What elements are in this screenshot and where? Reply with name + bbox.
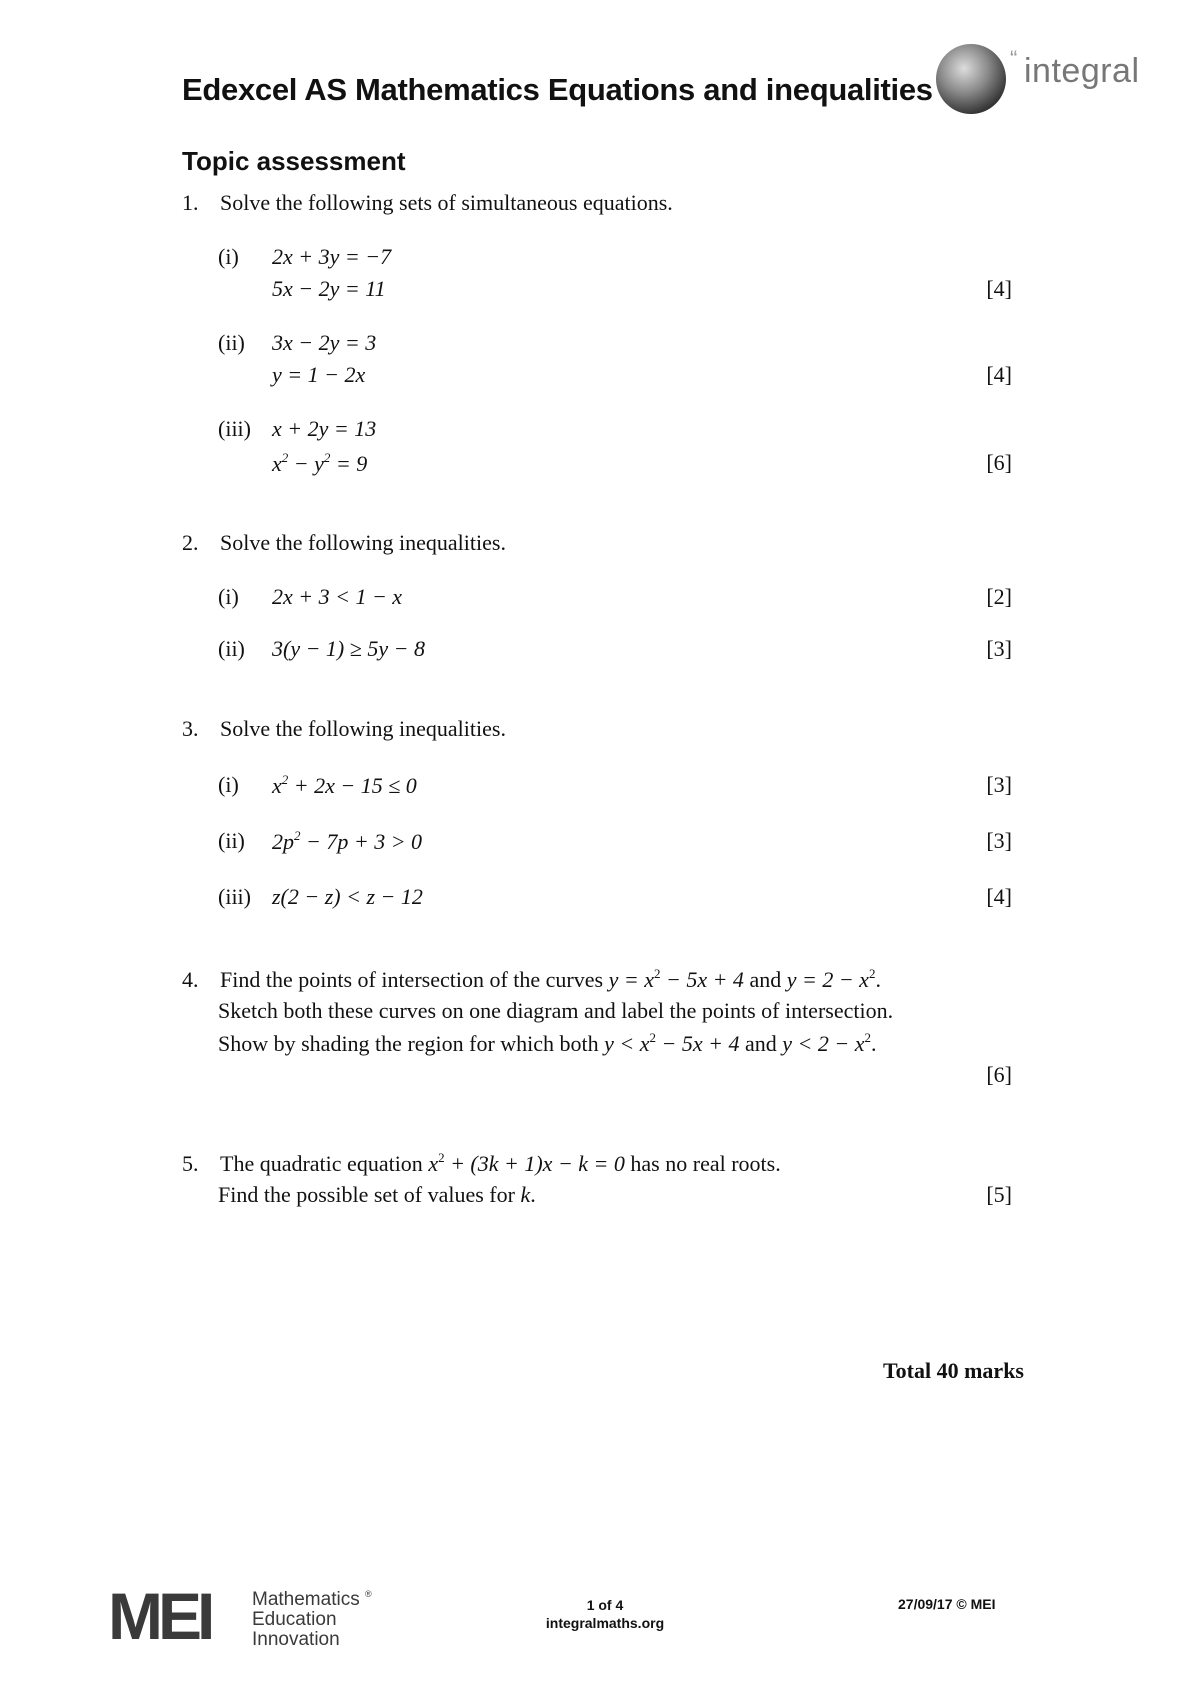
equation: $x^2 + 2x - 15 \le 0$ bbox=[272, 772, 417, 798]
marks: [5] bbox=[986, 1182, 1012, 1207]
equation: 2x + 3 < 1 − x bbox=[272, 584, 403, 609]
marks: [3] bbox=[986, 828, 1012, 853]
question-text: Solve the following inequalities. bbox=[220, 530, 506, 555]
equation: 3x − 2y = 3 bbox=[272, 330, 377, 355]
footer-date-copyright: 27/09/17 © MEI bbox=[898, 1596, 996, 1612]
question-text: Solve the following inequalities. bbox=[220, 716, 506, 741]
marks: [6] bbox=[986, 1062, 1012, 1087]
equation: z(2 − z) < z − 12 bbox=[272, 884, 423, 909]
question-3 bbox=[182, 716, 506, 742]
marks: [4] bbox=[986, 276, 1012, 301]
equation: $2p^2 - 7p + 3 > 0$ bbox=[272, 828, 423, 854]
question-text: Solve the following sets of simultaneous equations. bbox=[220, 190, 673, 215]
part-label: (i) bbox=[218, 772, 239, 797]
question-number: 3. bbox=[182, 716, 199, 741]
part-label: (i) bbox=[218, 244, 239, 269]
integral-logo-icon bbox=[936, 44, 1006, 114]
question-1 bbox=[182, 190, 673, 216]
equation: 2x + 3y = −7 bbox=[272, 244, 392, 269]
marks: [3] bbox=[986, 636, 1012, 661]
part-label: (iii) bbox=[218, 416, 251, 441]
total-marks: Total 40 marks bbox=[883, 1358, 1024, 1383]
section-heading: Topic assessment bbox=[182, 146, 406, 176]
question-text: Sketch both these curves on one diagram and label the points of intersection. bbox=[218, 998, 894, 1023]
part-label: (ii) bbox=[218, 828, 245, 853]
part-label: (i) bbox=[218, 584, 239, 609]
mei-logo-words: Mathematics ® Education Innovation bbox=[252, 1589, 372, 1650]
question-5: 5. The quadratic equation $x^2 + (3k + 1)x - k = 0$ has no real roots. bbox=[182, 1150, 781, 1176]
page-title: Edexcel AS Mathematics Equations and inequalities bbox=[182, 72, 933, 107]
marks: [6] bbox=[986, 450, 1012, 475]
footer-page-info bbox=[540, 1596, 670, 1632]
question-4: 4. Find the points of intersection of the curves $y = x^2 - 5x + 4$ and $y = 2 - x^2$. bbox=[182, 966, 881, 992]
question-text: Show by shading the region for which both $y < x^2 - 5x + 4$ and $y < 2 - x^2$. bbox=[218, 1030, 877, 1056]
question-number: 5. bbox=[182, 1151, 199, 1176]
question-2 bbox=[182, 530, 506, 556]
equation: y = 1 − 2x bbox=[272, 362, 366, 387]
equation: 5x − 2y = 11 bbox=[272, 276, 386, 301]
marks: [3] bbox=[986, 772, 1012, 797]
question-number: 1. bbox=[182, 190, 199, 215]
equation: $x^2 - y^2 = 9$ bbox=[272, 450, 368, 476]
mei-logo-mark: MEI bbox=[108, 1579, 211, 1653]
marks: [4] bbox=[986, 362, 1012, 387]
part-label: (iii) bbox=[218, 884, 251, 909]
part-label: (ii) bbox=[218, 330, 245, 355]
question-number: 2. bbox=[182, 530, 199, 555]
part-label: (ii) bbox=[218, 636, 245, 661]
mei-logo bbox=[108, 1579, 428, 1653]
integral-logo-text: “ integral bbox=[1024, 52, 1140, 91]
question-text: Find the possible set of values for k. bbox=[218, 1182, 536, 1207]
equation: x + 2y = 13 bbox=[272, 416, 377, 441]
marks: [4] bbox=[986, 884, 1012, 909]
marks: [2] bbox=[986, 584, 1012, 609]
equation: 3(y − 1) ≥ 5y − 8 bbox=[272, 636, 425, 661]
question-number: 4. bbox=[182, 967, 199, 992]
site-link: integralmaths.org bbox=[545, 1615, 665, 1631]
integral-logo bbox=[936, 44, 1176, 120]
page-number: 1 of 4 bbox=[586, 1597, 624, 1613]
